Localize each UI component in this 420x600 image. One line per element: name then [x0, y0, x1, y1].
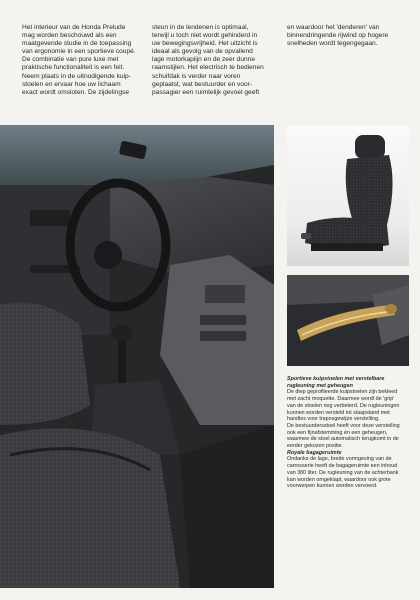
trunk-caption-body: Ondanks de lage, brede vormgeving van de carrosserie heeft de bagageruimte een inhoud van 380 liter. De rugleuning van de achterbank kan worden omgeklapt, waardoor ook grote voorwerpen kunnen worden vervoerd. [287, 456, 399, 490]
seat-caption-title: Sportieve kuipstoelen met verstelbare rugleuning met geheugen [287, 376, 385, 389]
intro-text-column-1: Het interieur van de Honda Prelude mag worden beschouwd als een maatgevende studie in de toepassing van ergonomie in een sportieve coupé. De combinatie van pure luxe met praktische functionaliteit is een feit. Neem plaats in de uitnodigende kuip- stoelen en ervaar hoe uw lichaam exact wordt omsloten. De zijdelingse [22, 24, 136, 96]
seat-photo [287, 125, 409, 266]
photo-captions [287, 376, 409, 490]
trunk-caption-title: Royale bagageruimte [287, 449, 342, 456]
seat-caption-body: De diep geprofileerde kuipstoelen zijn bekleed met zacht moquette. Daarmee wordt de 'grip' van de stoelen nog verbeterd. De rugleuningen kunnen worden versteld tot slaapstand met handles voor traposgewijze verstelling. De bestuurdersstoel heeft voor deze verstelling ook een fijnafstemming én een geheugen, waarmee de stoel automatisch terugkomt in de eerder gekozen positie. [287, 389, 400, 450]
intro-text-column-2: steun in de lendenen is optimaal, terwijl u toch niet wordt gehinderd in uw bewegingsvrijheid. Het uitzicht is ideaal als gevolg van de opvallend lage motorkapiijn en de zeer dunne raamstijlen. Het electrisch te bedienen schuifdak is verder naar voren geplaatst, wat bestuurder en voor- passagier een ruimtelijk gevoel geeft [152, 24, 264, 96]
trunk-photo [287, 275, 409, 366]
interior-photo [0, 125, 274, 588]
intro-text-column-3: en waardoor het 'denderen' van binnendringende rijwind op hogere snelheden wordt tegengegaan. [287, 24, 389, 48]
